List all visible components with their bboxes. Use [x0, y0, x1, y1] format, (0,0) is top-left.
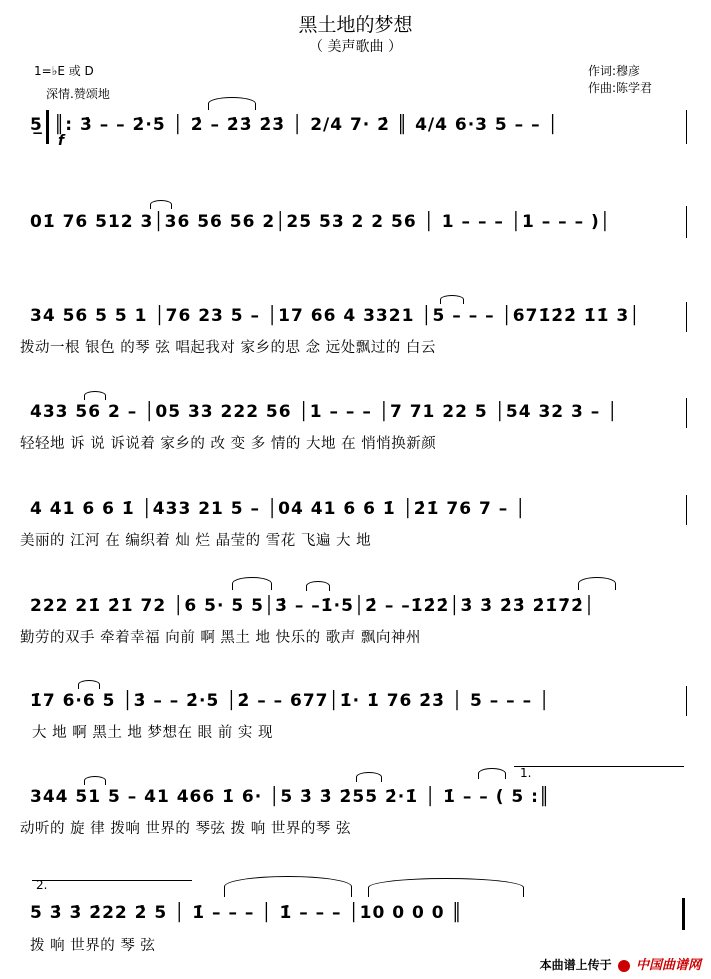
- tie: [78, 680, 100, 689]
- page-title: 黑土地的梦想: [298, 14, 413, 36]
- site-brand: 中国曲谱网: [635, 958, 701, 973]
- barline: [686, 206, 687, 238]
- slur: [368, 878, 524, 897]
- lyrics-line: 轻轻地 诉 说 诉说着 家乡的 改 变 多 情的 大地 在 悄悄换新颜: [20, 436, 437, 452]
- slur: [440, 295, 464, 304]
- repeat-barline: [46, 110, 49, 144]
- site-logo-icon: [618, 960, 630, 972]
- notes-line: 344 51 5 – 41 466 1̇ 6· │5 3̇ 3̇ 2̇55 2̇·1̇ │ 1̇ – – ( 5 :║: [30, 787, 551, 807]
- barline: [686, 302, 687, 332]
- lyrics-line: 拨 响 世界的 琴 弦: [30, 938, 156, 954]
- final-barline: [682, 898, 685, 930]
- pickup-note: 5̲: [30, 115, 43, 135]
- slur: [232, 577, 272, 590]
- tie: [150, 200, 172, 209]
- notes-line: 1̇7 6·6 5 │3̇ – – 2̇·5 │2̇ – – 677│1̇· 1̇ 76 2̇3̇ │ 5 – – – │: [30, 691, 551, 711]
- barline: [686, 495, 687, 525]
- barline: [686, 110, 687, 144]
- notes-line: 5 3̇ 3̇ 2̇22 2̇ 5 │ 1̇ – – – │ 1̇ – – – │10 0 0 0 ║: [30, 903, 463, 923]
- notes-line: 4 41 6 6 1̇ │433 21 5 – │04 41 6 6 1̇ │2̇1̇ 76 7 – │: [30, 499, 527, 519]
- song-genre: （ 美声歌曲 ）: [309, 39, 402, 55]
- barline: [686, 398, 687, 428]
- barline: [686, 686, 687, 716]
- second-ending-label: 2.: [36, 878, 48, 892]
- slur: [578, 577, 616, 590]
- dynamic-marking: f: [58, 133, 65, 149]
- lyrics-line: 大 地 啊 黑土 地 梦想在 眼 前 实 现: [32, 725, 273, 741]
- upload-label: 本曲谱上传于: [539, 958, 612, 972]
- composer-credit: 作曲:陈学君: [588, 81, 653, 95]
- slur: [306, 581, 330, 591]
- slur: [208, 97, 256, 110]
- notes-line: ║: 3̇ – – 2̇·5̇ │ 2̇ – 2̇3̇ 2̇3̇ │ 2/4 7· 2̇ ║ 4/4 6·3 5 – – │: [54, 115, 559, 135]
- lyrics-line: 动听的 旋 律 拨响 世界的 琴弦 拨 响 世界的琴 弦: [20, 821, 351, 837]
- first-ending-bracket: [514, 766, 684, 767]
- first-ending-label: 1.: [520, 766, 532, 780]
- lyrics-line: 美丽的 江河 在 编织着 灿 烂 晶莹的 雪花 飞遍 大 地: [20, 533, 372, 549]
- key-signature: 1=♭E 或 D: [34, 64, 94, 78]
- lyrics-line: 拨动一根 银色 的琴 弦 唱起我对 家乡的思 念 远处飘过的 白云: [20, 340, 436, 356]
- lyricist-credit: 作词:穆彦: [588, 64, 641, 78]
- tie: [84, 776, 106, 785]
- watermark: [540, 954, 701, 973]
- slur: [84, 391, 106, 400]
- tempo-marking: 深情.赞颂地: [46, 87, 110, 101]
- notes-line: 34 56 5 5 1 │76 23 5 – │17 66 4 3321 │5 – – – │671̇2̇2̇ 1̇1̇ 3│: [30, 306, 641, 326]
- slur: [224, 876, 352, 897]
- slur: [356, 772, 382, 782]
- second-ending-bracket: [32, 880, 192, 881]
- lyrics-line: 勤劳的双手 牵着幸福 向前 啊 黑土 地 快乐的 歌声 飘向神州: [20, 630, 421, 646]
- notes-line: 433 56 2 – │05 33 222 56 │1 – – – │7 71 22 5 │54 32 3 – │: [30, 402, 619, 422]
- notes-line: 01̇ 76 512 3│36 56 56 2│25 53 2 2 56 │ 1 – – – │1 – – – )│: [30, 212, 612, 232]
- slur: [478, 768, 506, 779]
- notes-line: 222 21̇ 2̇1̇ 72 │6 5· 5 5│3̇ – –1̇·5│2̇ – –1̇2̇2̇│3̇ 3̇ 2̇3̇ 2̇1̇7̇2̇│: [30, 596, 596, 616]
